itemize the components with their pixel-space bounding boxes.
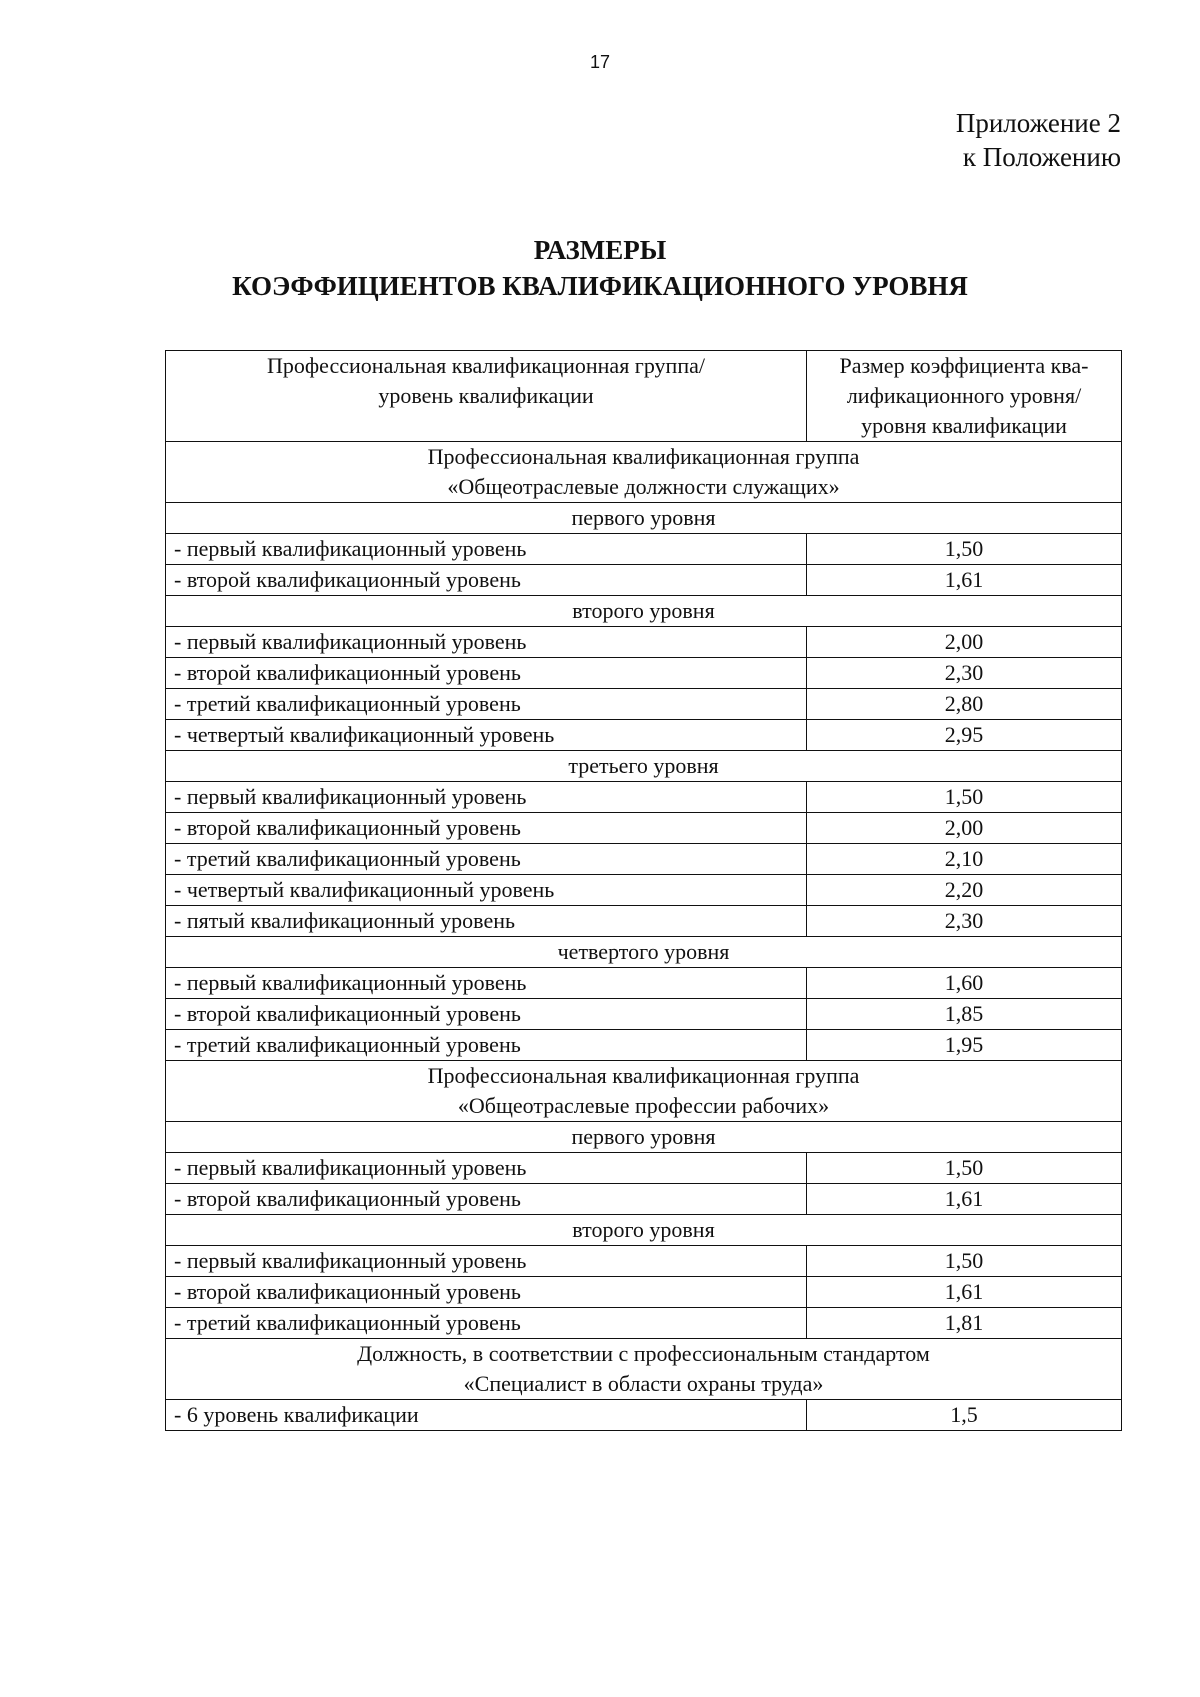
table-row [166,782,1122,813]
subgroup-title: третьего уровня [166,751,1122,782]
coefficient-value: 1,50 [807,1153,1122,1184]
qualification-level-label: - первый квалификационный уровень [166,534,807,565]
qualification-level-label: - пятый квалификационный уровень [166,906,807,937]
subgroup-title: второго уровня [166,596,1122,627]
table-row [166,627,1122,658]
group-title-cell [166,1339,1122,1400]
title-line-2: КОЭФФИЦИЕНТОВ КВАЛИФИКАЦИОННОГО УРОВНЯ [232,271,968,301]
qualification-level-label: - второй квалификационный уровень [166,1184,807,1215]
qualification-level-label: - первый квалификационный уровень [166,1246,807,1277]
table-row [166,906,1122,937]
subgroup-title: второго уровня [166,1215,1122,1246]
table-header-row [166,351,1122,442]
table-row [166,844,1122,875]
table-row [166,720,1122,751]
qualification-level-label: - первый квалификационный уровень [166,968,807,999]
table-row [166,1246,1122,1277]
coefficient-value: 2,95 [807,720,1122,751]
header-coefficient-size [807,351,1122,442]
group-title-line-1: Профессиональная квалификационная группа [427,1063,860,1088]
qualification-level-label: - третий квалификационный уровень [166,1308,807,1339]
coefficient-value: 2,30 [807,906,1122,937]
group-header-row [166,1339,1122,1400]
table-row [166,1184,1122,1215]
coefficient-value: 2,20 [807,875,1122,906]
table-row [166,534,1122,565]
group-title-line-2: «Общеотраслевые должности служащих» [447,474,840,499]
table-row [166,1030,1122,1061]
table-row [166,968,1122,999]
subgroup-row [166,1215,1122,1246]
header-col1-line-1: Профессиональная квалификационная группа/ [267,353,705,378]
qualification-level-label: - второй квалификационный уровень [166,565,807,596]
coefficient-value: 2,30 [807,658,1122,689]
table-row [166,999,1122,1030]
table-row [166,689,1122,720]
table-body [166,442,1122,1431]
table-row [166,1153,1122,1184]
header-group-level [166,351,807,442]
table-row [166,1277,1122,1308]
group-header-row [166,442,1122,503]
subgroup-row [166,937,1122,968]
table-row [166,875,1122,906]
appendix-line-2: к Положению [962,142,1121,172]
qualification-level-label: - четвертый квалификационный уровень [166,875,807,906]
group-title-line-1: Профессиональная квалификационная группа [427,444,860,469]
coefficient-value: 1,5 [807,1400,1122,1431]
subgroup-title: первого уровня [166,503,1122,534]
document-title [0,232,1200,304]
subgroup-row [166,503,1122,534]
group-title-cell [166,1061,1122,1122]
qualification-level-label: - третий квалификационный уровень [166,1030,807,1061]
group-header-row [166,1061,1122,1122]
subgroup-title: четвертого уровня [166,937,1122,968]
coefficient-value: 1,95 [807,1030,1122,1061]
subgroup-row [166,596,1122,627]
qualification-level-label: - первый квалификационный уровень [166,1153,807,1184]
coefficients-table [165,350,1122,1431]
coefficient-value: 2,80 [807,689,1122,720]
qualification-level-label: - второй квалификационный уровень [166,999,807,1030]
coefficient-value: 2,00 [807,813,1122,844]
subgroup-row [166,1122,1122,1153]
appendix-line-1: Приложение 2 [955,108,1121,138]
table-row [166,813,1122,844]
qualification-level-label: - второй квалификационный уровень [166,658,807,689]
appendix-reference [956,106,1121,174]
subgroup-row [166,751,1122,782]
coefficient-value: 1,81 [807,1308,1122,1339]
coefficient-value: 1,85 [807,999,1122,1030]
header-col1-line-2: уровень квалификации [378,383,594,408]
coefficient-value: 1,61 [807,1184,1122,1215]
coefficient-value: 1,50 [807,534,1122,565]
group-title-cell [166,442,1122,503]
qualification-level-label: - 6 уровень квалификации [166,1400,807,1431]
qualification-level-label: - третий квалификационный уровень [166,844,807,875]
qualification-level-label: - первый квалификационный уровень [166,782,807,813]
header-col2-line-2: лификационного уровня/ [846,383,1082,408]
coefficient-value: 1,50 [807,782,1122,813]
coefficient-value: 2,10 [807,844,1122,875]
group-title-line-2: «Общеотраслевые профессии рабочих» [457,1093,830,1118]
table-row [166,565,1122,596]
table-row [166,1308,1122,1339]
table-row [166,658,1122,689]
qualification-level-label: - третий квалификационный уровень [166,689,807,720]
coefficient-value: 2,00 [807,627,1122,658]
table-row [166,1400,1122,1431]
coefficient-value: 1,60 [807,968,1122,999]
group-title-line-1: Должность, в соответствии с профессиональным стандартом [357,1341,930,1366]
qualification-level-label: - второй квалификационный уровень [166,1277,807,1308]
header-col2-line-1: Размер коэффициента ква- [839,353,1089,378]
subgroup-title: первого уровня [166,1122,1122,1153]
qualification-level-label: - второй квалификационный уровень [166,813,807,844]
coefficient-value: 1,61 [807,1277,1122,1308]
title-line-1: РАЗМЕРЫ [533,235,667,265]
coefficient-value: 1,61 [807,565,1122,596]
qualification-level-label: - четвертый квалификационный уровень [166,720,807,751]
qualification-level-label: - первый квалификационный уровень [166,627,807,658]
page-number: 17 [589,52,611,72]
header-col2-line-3: уровня квалификации [861,413,1067,438]
group-title-line-2: «Специалист в области охраны труда» [463,1371,824,1396]
coefficient-value: 1,50 [807,1246,1122,1277]
